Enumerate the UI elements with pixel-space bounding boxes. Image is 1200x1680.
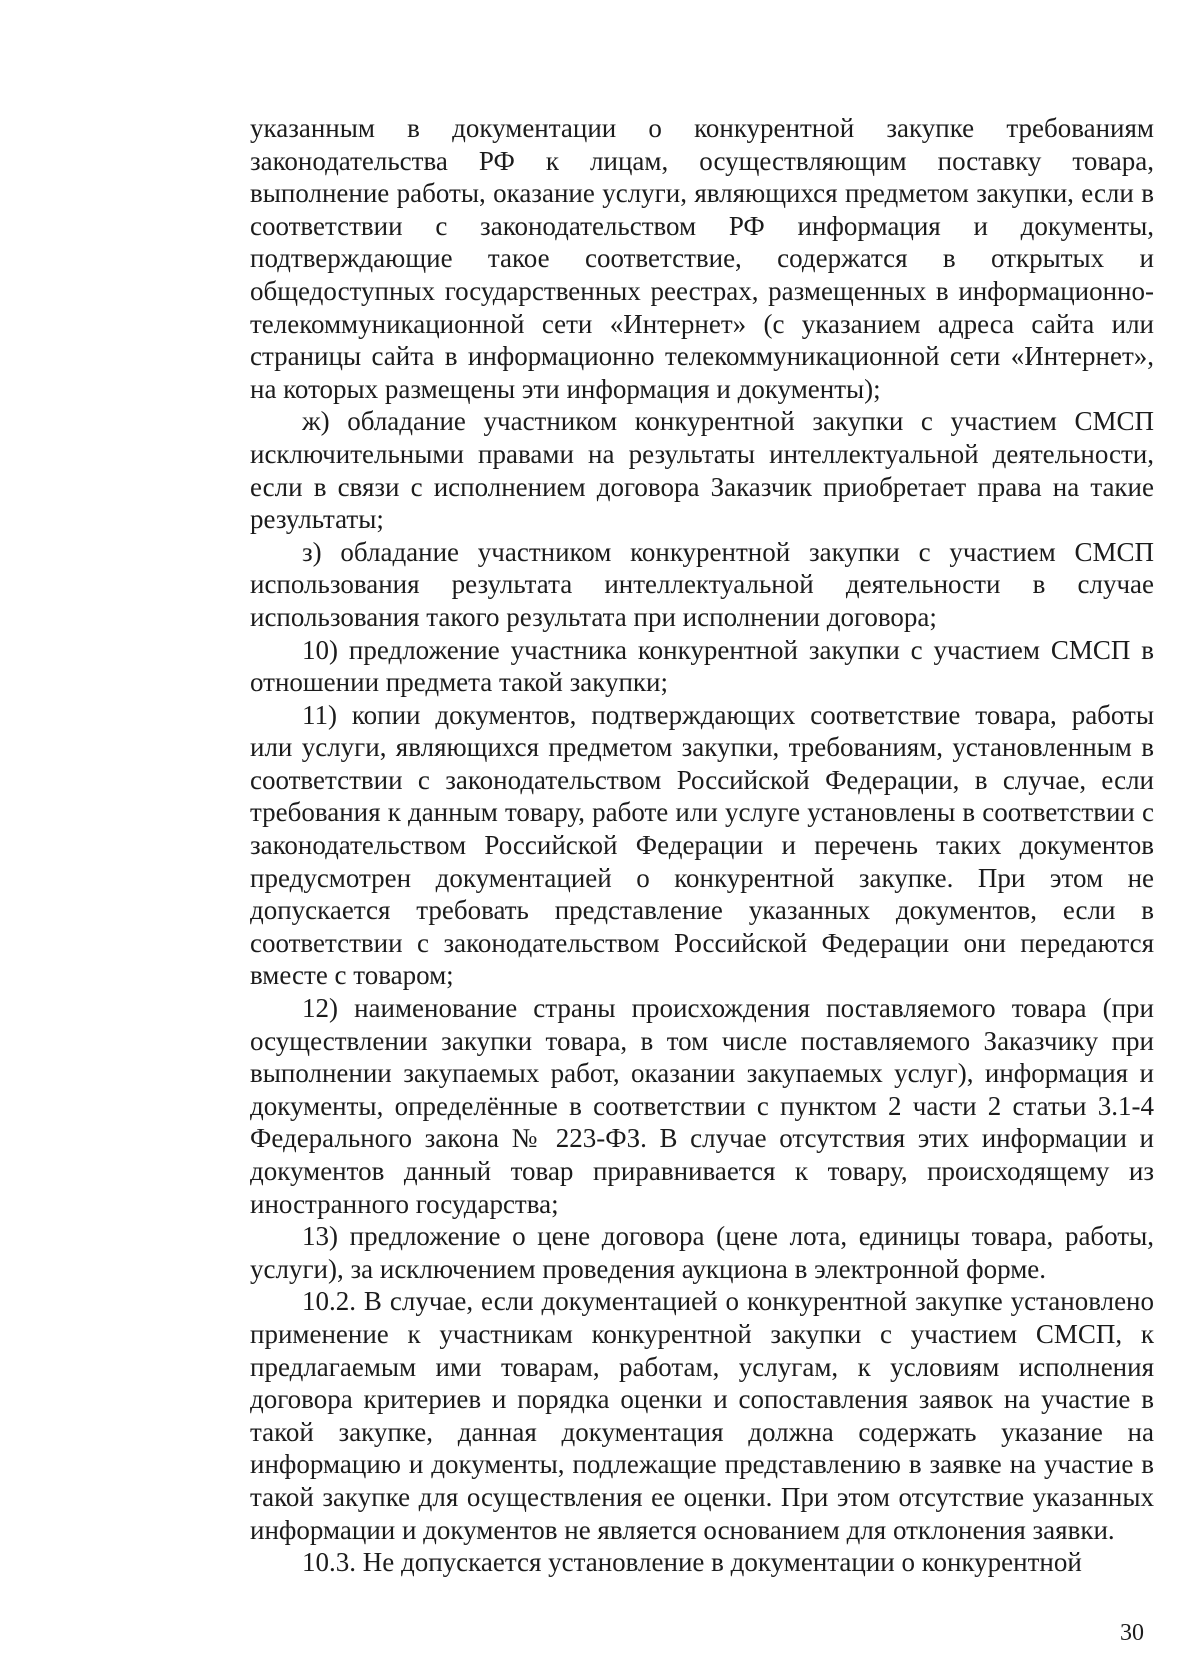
paragraph-item-13: 13) предложение о цене договора (цене лота, единицы товара, работы, услуги), за исключением проведения аукциона в электронной форме. bbox=[250, 1221, 1154, 1284]
paragraph-section-10-2: 10.2. В случае, если документацией о конкурентной закупке установлено применение к участникам конкурентной закупки с участием СМСП, к предлагаемым ими товарам, работам, услугам, к условиям исполнения договора критериев и порядка оценки и сопоставления заявок на участие в такой закупке, данная документация должна содержать указание на информацию и документы, подлежащие представлению в заявке на участие в такой закупке для осуществления ее оценки. При этом отсутствие указанных информации и документов не является основанием для отклонения заявки. bbox=[250, 1286, 1154, 1545]
paragraph-item-12: 12) наименование страны происхождения поставляемого товара (при осуществлении закупки товара, в том числе поставляемого Заказчику при выполнении закупаемых работ, оказании закупаемых услуг), информация и документы, определённые в соответствии с пунктом 2 части 2 статьи 3.1-4 Федерального закона № 223-ФЗ. В случае отсутствия этих информации и документов данный товар приравнивается к товару, происходящему из иностранного государства; bbox=[250, 993, 1154, 1219]
document-page bbox=[250, 112, 1154, 1579]
paragraph-item-11: 11) копии документов, подтверждающих соответствие товара, работы или услуги, являющихся предметом закупки, требованиям, установленным в соответствии с законодательством Российской Федерации, в случае, если требования к данным товару, работе или услуге установлены в соответствии с законодательством Российской Федерации и перечень таких документов предусмотрен документацией о конкурентной закупке. При этом не допускается требовать представление указанных документов, если в соответствии с законодательством Российской Федерации они передаются вместе с товаром; bbox=[250, 699, 1154, 991]
paragraph-item-z: з) обладание участником конкурентной закупки с участием СМСП использования результата интеллектуальной деятельности в случае использования такого результата при исполнении договора; bbox=[250, 536, 1154, 632]
page-number: 30 bbox=[1120, 1620, 1144, 1646]
paragraph-item-10: 10) предложение участника конкурентной закупки с участием СМСП в отношении предмета такой закупки; bbox=[250, 634, 1154, 698]
paragraph-continuation: указанным в документации о конкурентной закупке требованиям законодательства РФ к лицам, осуществляющим поставку товара, выполнение работы, оказание услуги, являющихся предметом закупки, если в соответствии с законодательством РФ информация и документы, подтверждающие такое соответствие, содержатся в открытых и общедоступных государственных реестрах, размещенных в информационно-телекоммуникационной сети «Интернет» (с указанием адреса сайта или страницы сайта в информационно телекоммуникационной сети «Интернет», на которых размещены эти информация и документы); bbox=[250, 113, 1154, 404]
paragraph-section-10-3: 10.3. Не допускается установление в документации о конкурентной bbox=[302, 1547, 1082, 1578]
paragraph-item-zh: ж) обладание участником конкурентной закупки с участием СМСП исключительными правами на результаты интеллектуальной деятельности, если в связи с исполнением договора Заказчик приобретает права на такие результаты; bbox=[250, 406, 1154, 535]
